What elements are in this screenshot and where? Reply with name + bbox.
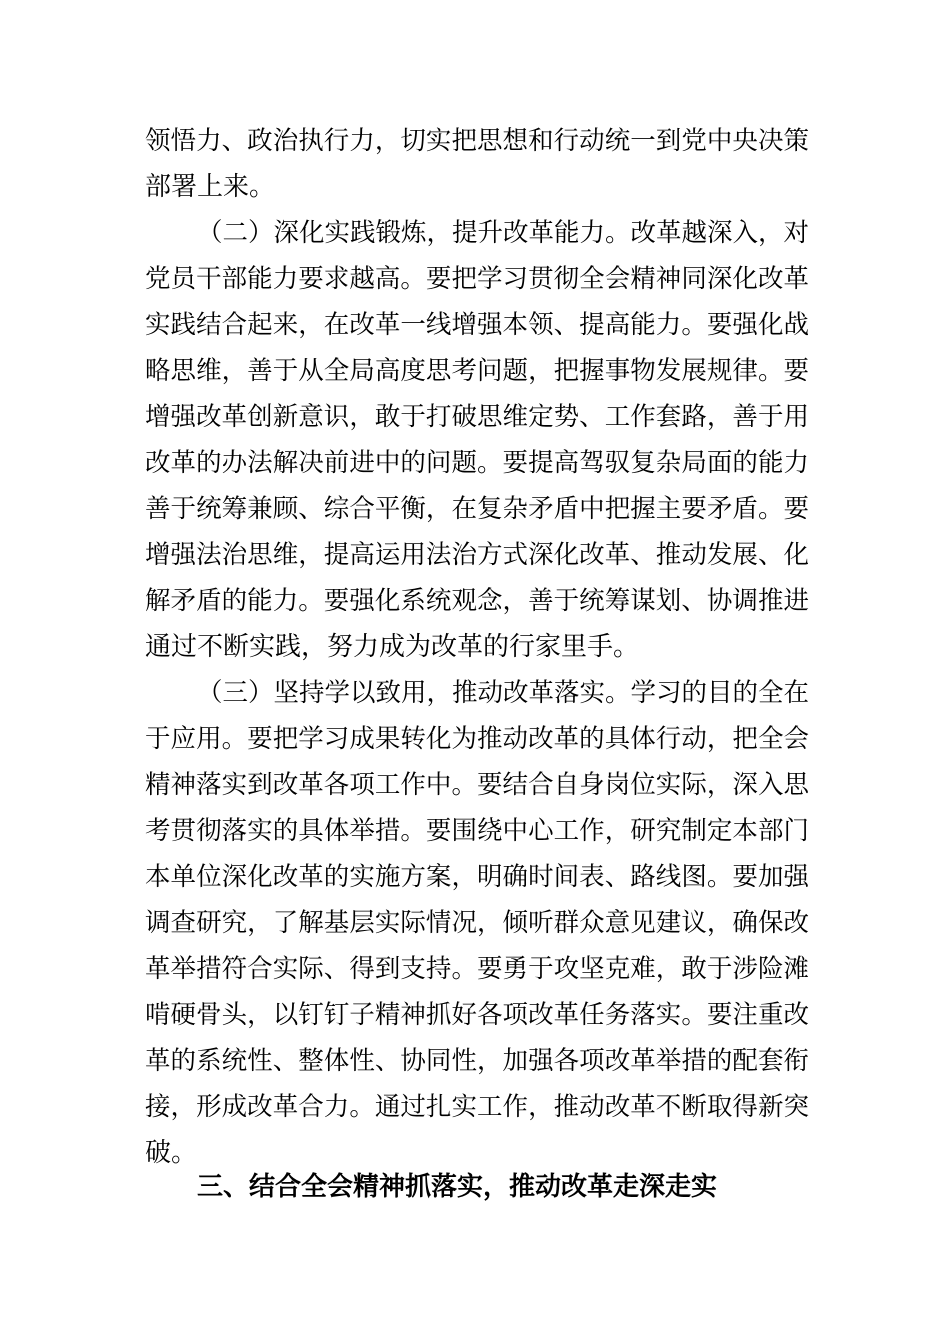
text-line: 革举措符合实际、得到支持。要勇于攻坚克难，敢于涉险滩 <box>145 954 809 984</box>
text-line: 实践结合起来，在改革一线增强本领、提高能力。要强化战 <box>145 310 809 340</box>
text-line: 革的系统性、整体性、协同性，加强各项改革举措的配套衔 <box>145 1046 809 1076</box>
text-line: 本单位深化改革的实施方案，明确时间表、路线图。要加强 <box>145 862 809 892</box>
text-line: 考贯彻落实的具体举措。要围绕中心工作，研究制定本部门 <box>145 816 809 846</box>
text-line: 啃硬骨头，以钉钉子精神抓好各项改革任务落实。要注重改 <box>145 1000 809 1030</box>
text-line: 调查研究，了解基层实际情况，倾听群众意见建议，确保改 <box>145 908 809 938</box>
text-line: 改革的办法解决前进中的问题。要提高驾驭复杂局面的能力 <box>145 448 809 478</box>
text-line: 于应用。要把学习成果转化为推动改革的具体行动，把全会 <box>145 724 809 754</box>
text-line: 解矛盾的能力。要强化系统观念，善于统筹谋划、协调推进 <box>145 586 809 616</box>
text-line: 略思维，善于从全局高度思考问题，把握事物发展规律。要 <box>145 356 809 386</box>
text-line: 党员干部能力要求越高。要把学习贯彻全会精神同深化改革 <box>145 264 809 294</box>
paragraph-heading-line: （三）坚持学以致用，推动改革落实。学习的目的全在 <box>197 678 810 708</box>
text-line: 增强法治思维，提高运用法治方式深化改革、推动发展、化 <box>145 540 809 570</box>
paragraph-heading-line: （二）深化实践锻炼，提升改革能力。改革越深入，对 <box>197 218 810 248</box>
text-line: 部署上来。 <box>145 172 276 202</box>
text-line: 领悟力、政治执行力，切实把思想和行动统一到党中央决策 <box>145 126 809 156</box>
text-line: 破。 <box>145 1138 198 1168</box>
text-line: 接，形成改革合力。通过扎实工作，推动改革不断取得新突 <box>145 1092 809 1122</box>
text-line: 通过不断实践，努力成为改革的行家里手。 <box>145 632 640 662</box>
text-line: 增强改革创新意识，敢于打破思维定势、工作套路，善于用 <box>145 402 809 432</box>
section-heading: 三、结合全会精神抓落实，推动改革走深走实 <box>197 1172 718 1202</box>
text-line: 善于统筹兼顾、综合平衡，在复杂矛盾中把握主要矛盾。要 <box>145 494 809 524</box>
text-line: 精神落实到改革各项工作中。要结合自身岗位实际，深入思 <box>145 770 809 800</box>
